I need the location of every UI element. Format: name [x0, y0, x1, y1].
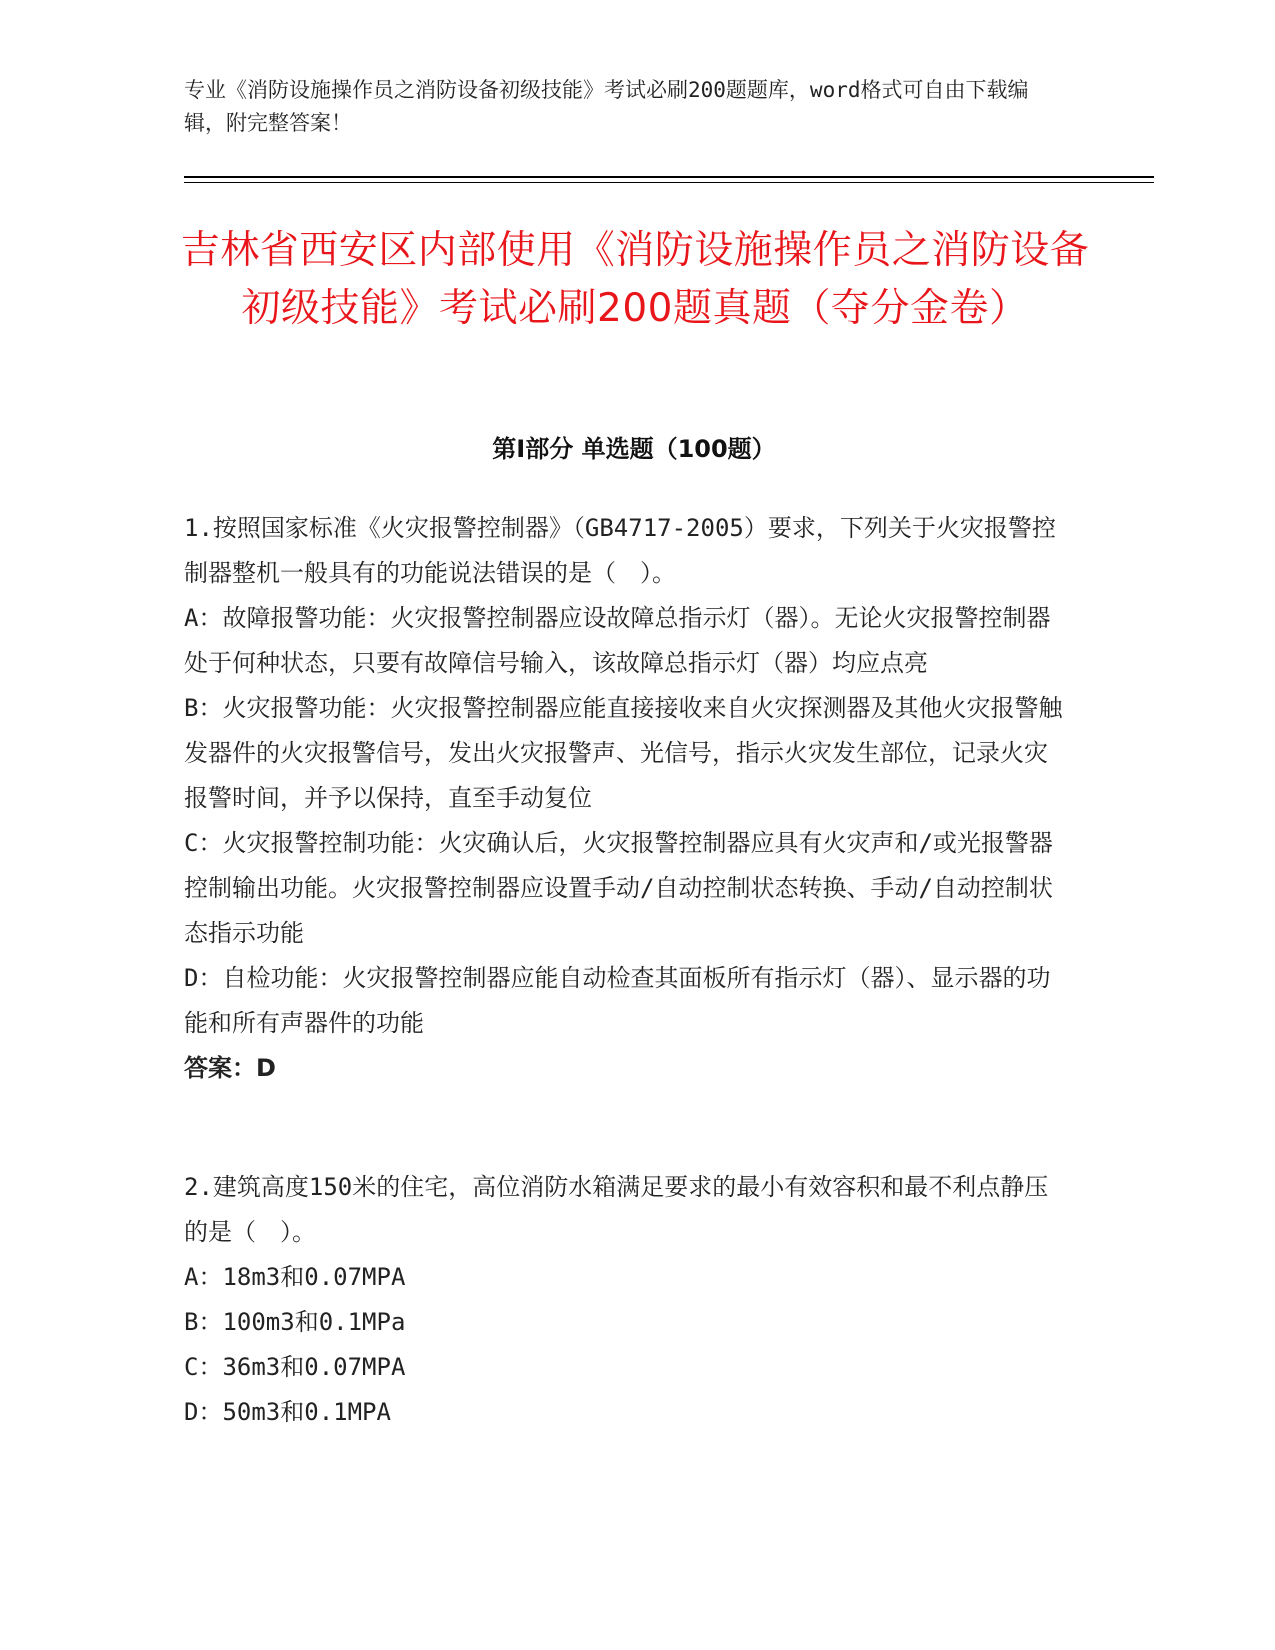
section-heading: 第I部分 单选题（100题） — [492, 435, 776, 463]
question-2-option-a: A：18m3和0.07MPA — [184, 1263, 406, 1291]
question-2-option-d: D：50m3和0.1MPA — [184, 1398, 391, 1426]
question-2-option-b: B：100m3和0.1MPa — [184, 1308, 406, 1336]
question-1-option-b: B：火灾报警功能：火灾报警控制器应能直接接收来自火灾探测器及其他火灾报警触发器件的火灾报警信号，发出火灾报警声、光信号，指示火灾发生部位，记录火灾报警时间，并予以保持，直至手动复位 — [184, 694, 1063, 812]
question-1-answer: 答案：D — [184, 1054, 276, 1082]
header-note: 专业《消防设施操作员之消防设备初级技能》考试必刷200题题库，word格式可自由下载编辑，附完整答案！ — [184, 78, 1029, 135]
header-divider-thick — [184, 176, 1154, 178]
question-1-option-d: D：自检功能：火灾报警控制器应能自动检查其面板所有指示灯（器）、显示器的功能和所有声器件的功能 — [184, 964, 1051, 1037]
document-title: 吉林省西安区内部使用《消防设施操作员之消防设备初级技能》考试必刷200题真题（夺分金卷） — [180, 228, 1090, 331]
question-2-option-c: C：36m3和0.07MPA — [184, 1353, 406, 1381]
question-1 — [184, 506, 1064, 1091]
question-1-option-c: C：火灾报警控制功能：火灾确认后，火灾报警控制器应具有火灾声和/或光报警器控制输出功能。火灾报警控制器应设置手动/自动控制状态转换、手动/自动控制状态指示功能 — [184, 829, 1053, 947]
header-divider-thin — [184, 182, 1154, 183]
question-1-stem: 1.按照国家标准《火灾报警控制器》（GB4717-2005）要求，下列关于火灾报警控制器整机一般具有的功能说法错误的是（ ）。 — [184, 514, 1056, 587]
question-1-option-a: A：故障报警功能：火灾报警控制器应设故障总指示灯（器）。无论火灾报警控制器处于何种状态，只要有故障信号输入，该故障总指示灯（器）均应点亮 — [184, 604, 1051, 677]
question-2-stem: 2.建筑高度150米的住宅，高位消防水箱满足要求的最小有效容积和最不利点静压的是（ ）。 — [184, 1173, 1049, 1246]
question-2 — [184, 1165, 1064, 1435]
